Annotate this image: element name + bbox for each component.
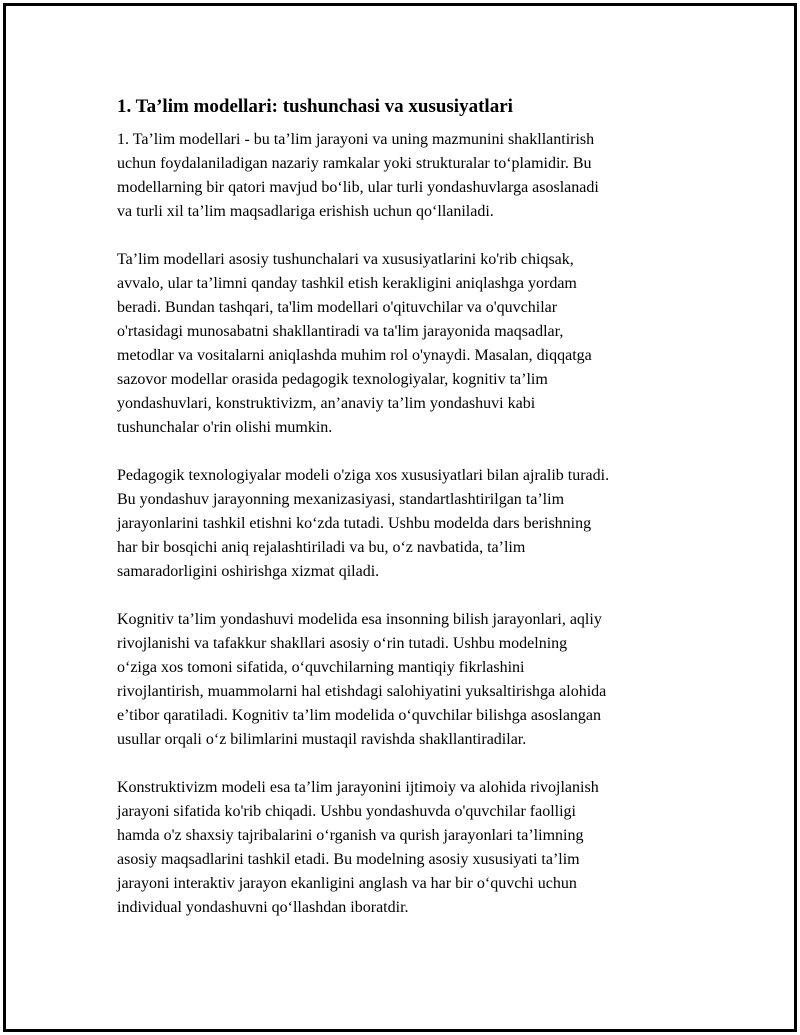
text-line: rivojlanishi va tafakkur shakllari asosiy o‘rin tutadi. Ushbu modelning (117, 635, 568, 652)
paragraph-cognitive-approach (117, 608, 687, 752)
text-line: individual yondashuvni qo‘llashdan iboratdir. (117, 899, 409, 916)
text-line: samaradorligini oshirishga xizmat qiladi. (117, 563, 380, 580)
paragraph-definition (117, 128, 687, 224)
document-body (117, 94, 687, 944)
section-heading: 1. Ta’lim modellari: tushunchasi va xususiyatlari (117, 96, 513, 117)
text-line: va turli xil ta’lim maqsadlariga erishish uchun qo‘llaniladi. (117, 203, 494, 220)
text-line: usullar orqali o‘z bilimlarini mustaqil ravishda shakllantiradilar. (117, 731, 527, 748)
text-line: uchun foydalaniladigan nazariy ramkalar yoki strukturalar to‘plamidir. Bu (117, 155, 592, 172)
paragraph-constructivism (117, 776, 687, 920)
text-line: avvalo, ular ta’limni qanday tashkil etish kerakligini aniqlashga yordam (117, 275, 577, 292)
text-line: hamda o'z shaxsiy tajribalarini o‘rganish va qurish jarayonlari ta’limning (117, 827, 584, 844)
paragraph-concepts (117, 248, 687, 440)
text-line: tushunchalar o'rin olishi mumkin. (117, 419, 333, 436)
text-line: Kognitiv ta’lim yondashuvi modelida esa insonning bilish jarayonlari, aqliy (117, 611, 602, 628)
paragraph-pedagogical-technologies (117, 464, 687, 584)
text-line: rivojlantirish, muammolarni hal etishdagi salohiyatini yuksaltirishga alohida (117, 683, 607, 700)
text-line: yondashuvlari, konstruktivizm, an’anaviy ta’lim yondashuvi kabi (117, 395, 536, 412)
text-line: jarayoni sifatida ko'rib chiqadi. Ushbu yondashuvda o'quvchilar faolligi (117, 803, 576, 820)
text-line: asosiy maqsadlarini tashkil etadi. Bu modelning asosiy xususiyati ta’lim (117, 851, 580, 868)
text-line: 1. Ta’lim modellari - bu ta’lim jarayoni va uning mazmunini shakllantirish (117, 131, 595, 148)
text-line: o'rtasidagi munosabatni shakllantiradi va ta'lim jarayonida maqsadlar, (117, 323, 564, 340)
text-line: e’tibor qaratiladi. Kognitiv ta’lim modelida o‘quvchilar bilishga asoslangan (117, 707, 602, 724)
text-line: jarayonlarini tashkil etishni ko‘zda tutadi. Ushbu modelda dars berishning (117, 515, 592, 532)
text-line: Bu yondashuv jarayonning mexanizasiyasi, standartlashtirilgan ta’lim (117, 491, 565, 508)
text-line: modellarning bir qatori mavjud bo‘lib, ular turli yondashuvlarga asoslanadi (117, 179, 599, 196)
text-line: jarayoni interaktiv jarayon ekanligini anglash va har bir o‘quvchi uchun (117, 875, 577, 892)
text-line: Konstruktivizm modeli esa ta’lim jarayonini ijtimoiy va alohida rivojlanish (117, 779, 599, 796)
text-line: beradi. Bundan tashqari, ta'lim modellari o'qituvchilar va o'quvchilar (117, 299, 558, 316)
text-line: metodlar va vositalarni aniqlashda muhim rol o'ynaydi. Masalan, diqqatga (117, 347, 592, 364)
text-line: Ta’lim modellari asosiy tushunchalari va xususiyatlarini ko'rib chiqsak, (117, 251, 574, 268)
text-line: sazovor modellar orasida pedagogik texnologiyalar, kognitiv ta’lim (117, 371, 548, 388)
text-line: har bir bosqichi aniq rejalashtiriladi va bu, o‘z navbatida, ta’lim (117, 539, 526, 556)
text-line: Pedagogik texnologiyalar modeli o'ziga xos xususiyatlari bilan ajralib turadi. (117, 467, 610, 484)
text-line: o‘ziga xos tomoni sifatida, o‘quvchilarning mantiqiy fikrlashini (117, 659, 525, 676)
